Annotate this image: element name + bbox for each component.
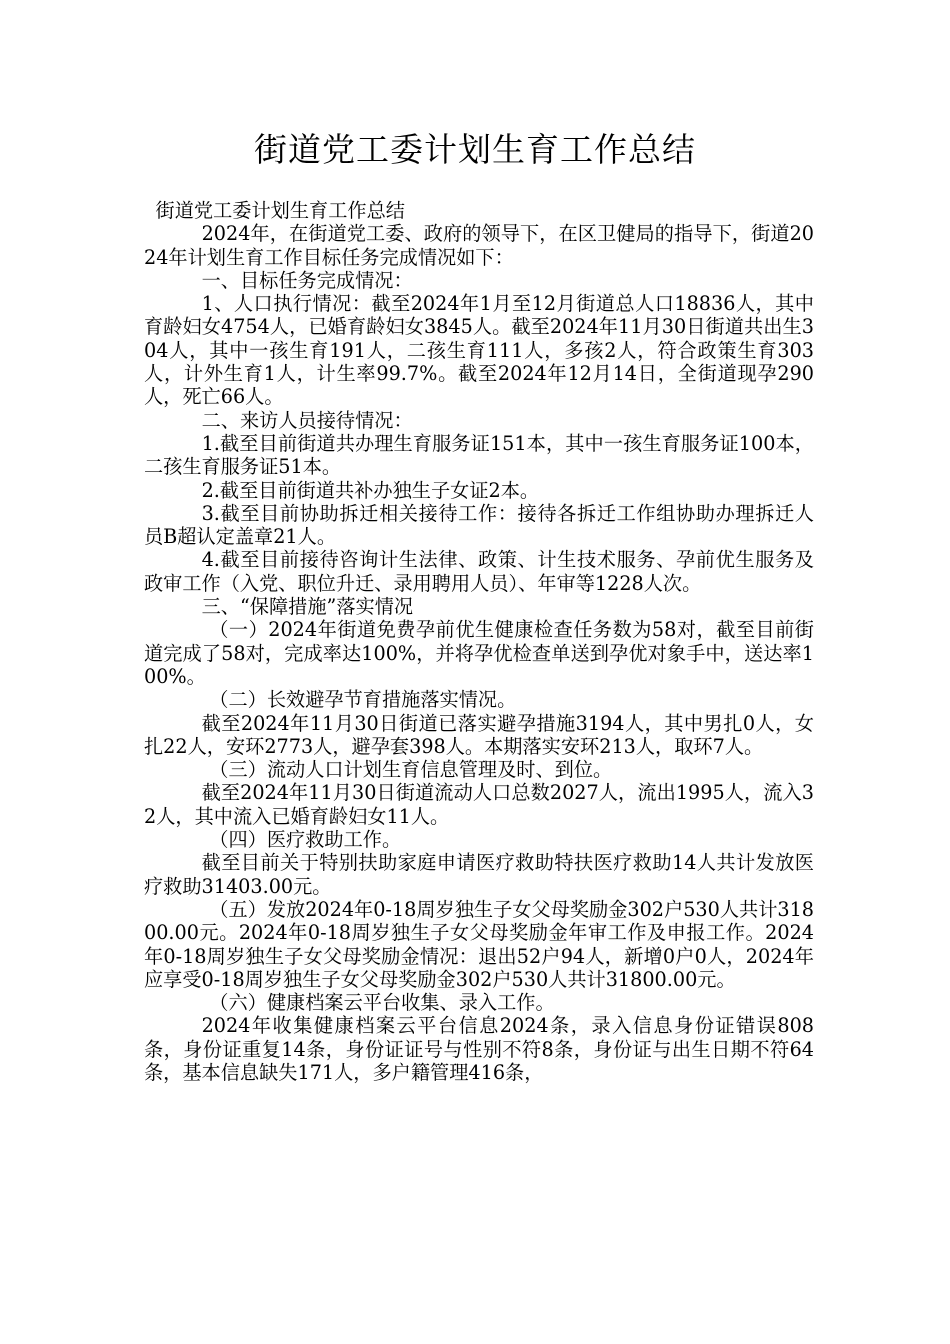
paragraph: 街道党工委计划生育工作总结 — [155, 199, 405, 222]
paragraph: （六）健康档案云平台收集、录入工作。 — [209, 991, 555, 1015]
paragraph: 4.截至目前接待咨询计生法律、政策、计生技术服务、孕前优生服务及政审工作（入党、职位升迁、录用聘用人员）、年审等1228人次。 — [144, 548, 814, 595]
paragraph: （四）医疗救助工作。 — [209, 828, 402, 852]
paragraph: 截至2024年11月30日街道流动人口总数2027人，流出1995人，流入32人，其中流入已婚育龄妇女11人。 — [144, 781, 814, 828]
paragraph: （二）长效避孕节育措施落实情况。 — [209, 688, 517, 712]
paragraph: 3.截至目前协助拆迁相关接待工作：接待各拆迁工作组协助办理拆迁人员B超认定盖章21人。 — [144, 501, 814, 549]
paragraph: 三、“保障措施”落实情况 — [201, 595, 414, 619]
paragraph: 截至2024年11月30日街道已落实避孕措施3194人，其中男扎0人，女扎22人，安环2773人，避孕套398人。本期落实安环213人，取环7人。 — [144, 711, 814, 758]
document-body — [144, 199, 814, 1084]
paragraph: 2024年收集健康档案云平台信息2024条，录入信息身份证错误808条，身份证重复14条，身份证证号与性别不符8条，身份证与出生日期不符64条，基本信息缺失171人，多户籍管理416条， — [144, 1014, 814, 1084]
paragraph: （一）2024年街道免费孕前优生健康检查任务数为58对，截至目前街道完成了58对，完成率达100%，并将孕优检查单送到孕优对象手中，送达率100%。 — [144, 618, 814, 688]
paragraph: 2.截至目前街道共补办独生子女证2本。 — [201, 478, 540, 502]
paragraph: 截至目前关于特别扶助家庭申请医疗救助特扶医疗救助14人共计发放医疗救助31403.00元。 — [144, 851, 814, 898]
paragraph: 1.截至目前街道共办理生育服务证151本，其中一孩生育服务证100本，二孩生育服务证51本。 — [144, 431, 814, 479]
paragraph: 1、人口执行情况：截至2024年1月至12月街道总人口18836人，其中育龄妇女4754人，已婚育龄妇女3845人。截至2024年11月30日街道共出生304人，其中一孩生育191人，二孩生育111人，多孩2人，符合政策生育303人，计外生育1人，计生率99.7%。截至2024年12月14日，全街道现孕290人，死亡66人。 — [144, 292, 814, 409]
paragraph: （五）发放2024年0-18周岁独生子女父母奖励金302户530人共计31800.00元。2024年0-18周岁独生子女父母奖励金年审工作及申报工作。2024年0-18周岁独生子女父母奖励金情况：退出52户94人，新增0户0人，2024年应享受0-18周岁独生子女父母奖励金302户530人共计31800.00元。 — [144, 897, 815, 991]
paragraph: （三）流动人口计划生育信息管理及时、到位。 — [209, 758, 613, 782]
document-title: 街道党工委计划生育工作总结 — [254, 130, 696, 169]
paragraph: 2024年，在街道党工委、政府的领导下，在区卫健局的指导下，街道2024年计划生育工作目标任务完成情况如下： — [144, 222, 814, 269]
paragraph: 二、来访人员接待情况： — [201, 408, 413, 432]
paragraph: 一、目标任务完成情况： — [201, 268, 413, 292]
